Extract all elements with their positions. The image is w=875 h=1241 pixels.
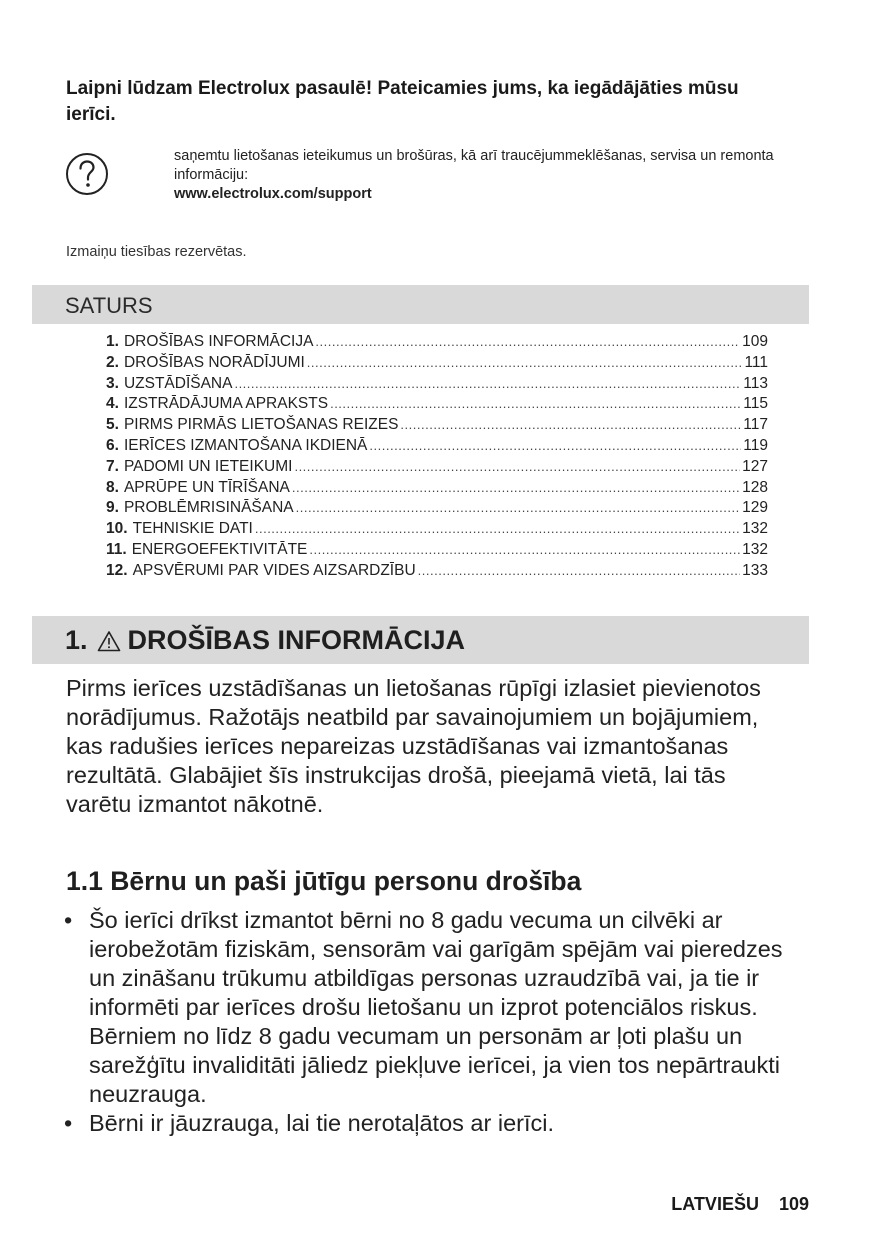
toc-title: IERĪCES IZMANTOŠANA IKDIENĀ [123,436,368,454]
toc-title: APRŪPE UN TĪRĪŠANA [123,478,290,496]
toc-leader [294,459,740,474]
bullet-list [64,906,810,1138]
toc-leader [255,521,740,536]
toc-page: 113 [743,374,768,392]
toc-number: 11. [106,540,127,558]
toc-page: 117 [743,416,768,434]
rights-notice: Izmaiņu tiesības rezervētas. [66,244,247,260]
list-item [64,906,810,1109]
toc-title: ENERGOEFEKTIVITĀTE [131,540,308,558]
table-of-contents [106,333,768,583]
toc-leader [418,563,740,578]
toc-page: 129 [742,499,768,517]
toc-page: 133 [742,561,768,579]
toc-item[interactable] [106,562,768,583]
welcome-heading: Laipni lūdzam Electrolux pasaulē! Pateicamies jums, ka iegādājāties mūsu ierīci. [66,78,739,125]
toc-number: 1. [106,333,119,350]
toc-title: PIRMS PIRMĀS LIETOŠANAS REIZES [123,416,399,434]
toc-page: 132 [742,540,768,558]
toc-leader [234,376,741,391]
toc-leader [369,438,741,453]
toc-item[interactable] [106,333,768,354]
question-icon [65,152,109,196]
toc-number: 2. [106,353,119,371]
toc-page: 119 [743,436,768,454]
toc-page: 115 [743,395,768,413]
toc-title: TEHNISKIE DATI [132,520,253,538]
toc-page: 128 [742,478,768,496]
toc-number: 3. [106,374,119,392]
toc-item[interactable] [106,499,768,520]
section-number: 1. [65,625,88,655]
toc-title: IZSTRĀDĀJUMA APRAKSTS [123,395,329,413]
contents-header [32,285,809,324]
toc-page: 127 [742,457,768,475]
bullet-dot: • [64,1110,73,1136]
toc-item[interactable] [106,437,768,458]
toc-title: PROBLĒMRISINĀŠANA [123,499,294,517]
toc-item[interactable] [106,541,768,562]
toc-number: 8. [106,478,119,496]
intro-paragraph: Pirms ierīces uzstādīšanas un lietošanas rūpīgi izlasiet pievienotos norādījumus. Ražotājs neatbild par savainojumiem un bojājumiem, kas radušies ierīces nepareizas uzstādīšanas vai izmantošanas rezultātā. Glabājiet šīs instrukcijas drošā, pieejamā vietā, lai tās varētu izmantot nākotnē. [66,675,761,817]
bullet-dot: • [64,907,73,933]
toc-number: 12. [106,561,128,579]
toc-item[interactable] [106,416,768,437]
toc-page: 109 [742,333,768,350]
toc-leader [309,542,740,557]
toc-number: 4. [106,395,119,413]
toc-leader [330,396,741,411]
section-title-text: DROŠĪBAS INFORMĀCIJA [127,625,466,655]
section-header [32,616,809,664]
subsection-title: 1.1 Bērnu un paši jūtīgu personu drošība [66,866,582,896]
toc-item[interactable] [106,458,768,479]
support-info [174,147,814,204]
toc-page: 111 [744,353,768,371]
toc-item[interactable] [106,395,768,416]
toc-leader [296,500,741,515]
toc-number: 9. [106,499,119,517]
list-item [64,1109,810,1138]
support-link[interactable]: www.electrolux.com/support [174,186,372,202]
footer-language: LATVIEŠU [671,1194,759,1214]
toc-leader [307,355,743,370]
list-item-text: Bērni ir jāuzrauga, lai tie nerotaļātos ar ierīci. [89,1110,554,1136]
toc-leader [400,417,741,432]
warning-icon [97,630,121,652]
toc-item[interactable] [106,520,768,541]
toc-leader [292,480,740,495]
toc-number: 5. [106,416,119,434]
toc-title: UZSTĀDĪŠANA [123,374,233,392]
toc-leader [315,334,740,349]
section-title [65,625,465,656]
toc-item[interactable] [106,354,768,375]
page-footer [671,1194,809,1215]
toc-item[interactable] [106,479,768,500]
toc-number: 7. [106,457,119,475]
support-text: saņemtu lietošanas ieteikumus un brošūras, kā arī traucējummeklēšanas, servisa un remonta informāciju: [174,148,774,183]
toc-title: DROŠĪBAS INFORMĀCIJA [123,333,314,350]
footer-page-number: 109 [778,1194,809,1214]
toc-title: APSVĒRUMI PAR VIDES AIZSARDZĪBU [132,561,416,579]
toc-number: 6. [106,436,119,454]
toc-number: 10. [106,520,128,538]
toc-title: DROŠĪBAS NORĀDĪJUMI [123,353,305,371]
toc-page: 132 [742,520,768,538]
toc-item[interactable] [106,375,768,396]
toc-title: PADOMI UN IETEIKUMI [123,457,293,475]
list-item-text: Šo ierīci drīkst izmantot bērni no 8 gadu vecuma un cilvēki ar ierobežotām fiziskām, sensorām vai garīgām spējām vai pieredzes un zināšanu trūkumu atbildīgas personas uzraudzībā vai, ja tie ir informēti par ierīces drošu lietošanu un izprot potenciālos riskus. Bērniem no līdz 8 gadu vecumam un personām ar ļoti plašu un sarežģītu invaliditāti jāliedz piekļuve ierīcei, ja vien tos nepārtraukti neuzrauga. [89,907,783,1107]
contents-title: SATURS [65,293,153,318]
